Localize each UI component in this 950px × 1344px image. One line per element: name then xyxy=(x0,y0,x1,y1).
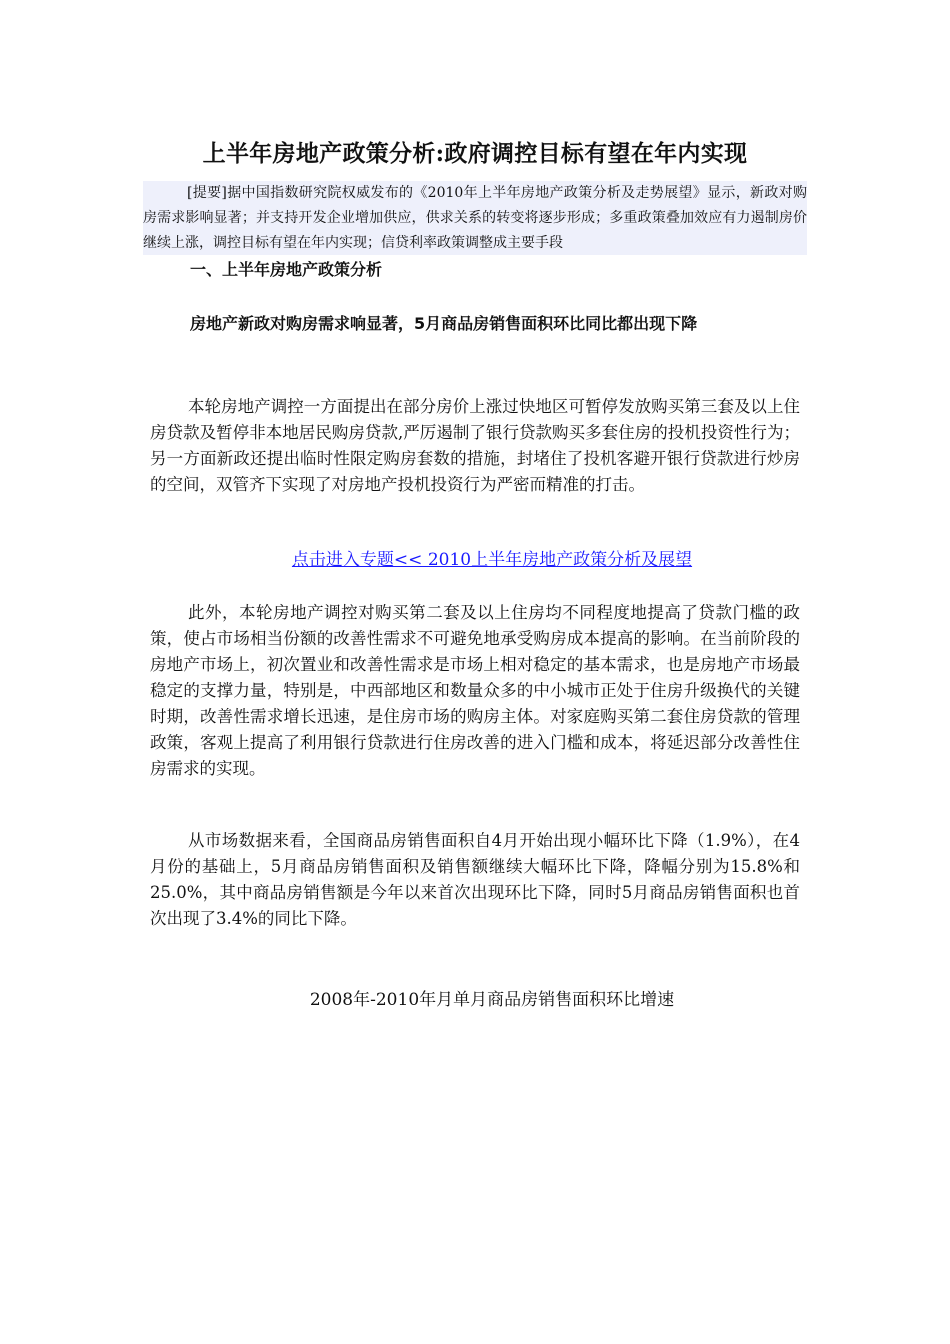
paragraph-2: 此外，本轮房地产调控对购买第二套及以上住房均不同程度地提高了贷款门槛的政策，使占市场相当份额的改善性需求不可避免地承受购房成本提高的影响。在当前阶段的房地产市场上，初次置业和改善性需求是市场上相对稳定的基本需求，也是房地产市场最稳定的支撑力量，特别是，中西部地区和数量众多的中小城市正处于住房升级换代的关键时期，改善性需求增长迅速，是住房市场的购房主体。对家庭购买第二套住房贷款的管理政策，客观上提高了利用银行贷款进行住房改善的进入门槛和成本，将延迟部分改善性住房需求的实现。 xyxy=(150,603,800,778)
paragraph-3: 从市场数据来看，全国商品房销售面积自4月开始出现小幅环比下降（1.9%），在4月份的基础上，5月商品房销售面积及销售额继续大幅环比下降，降幅分别为15.8%和25.0%，其中商品房销售额是今年以来首次出现环比下降，同时5月商品房销售面积也首次出现了3.4%的同比下降。 xyxy=(150,831,800,928)
figure-caption: 2008年-2010年月单月商品房销售面积环比增速 xyxy=(309,990,675,1010)
summary-box: [提要]据中国指数研究院权威发布的《2010年上半年房地产政策分析及走势展望》显示，新政对购房需求影响显著；并支持开发企业增加供应，供求关系的转变将逐步形成；多重政策叠加效应有力遏制房价继续上涨，调控目标有望在年内实现；信贷利率政策调整成主要手段 xyxy=(143,181,807,255)
subheading: 房地产新政对购房需求响显著，5月商品房销售面积环比同比都出现下降 xyxy=(190,314,698,333)
paragraph-1: 本轮房地产调控一方面提出在部分房价上涨过快地区可暂停发放购买第三套及以上住房贷款及暂停非本地居民购房贷款,严厉遏制了银行贷款购买多套住房的投机投资性行为；另一方面新政还提出临时性限定购房套数的措施，封堵住了投机客避开银行贷款进行炒房的空间，双管齐下实现了对房地产投机投资行为严密而精准的打击。 xyxy=(150,397,800,494)
topic-link[interactable]: 点击进入专题<< 2010上半年房地产政策分析及展望 xyxy=(291,550,693,570)
document-title: 上半年房地产政策分析:政府调控目标有望在年内实现 xyxy=(202,140,748,167)
section-heading: 一、上半年房地产政策分析 xyxy=(190,260,383,279)
